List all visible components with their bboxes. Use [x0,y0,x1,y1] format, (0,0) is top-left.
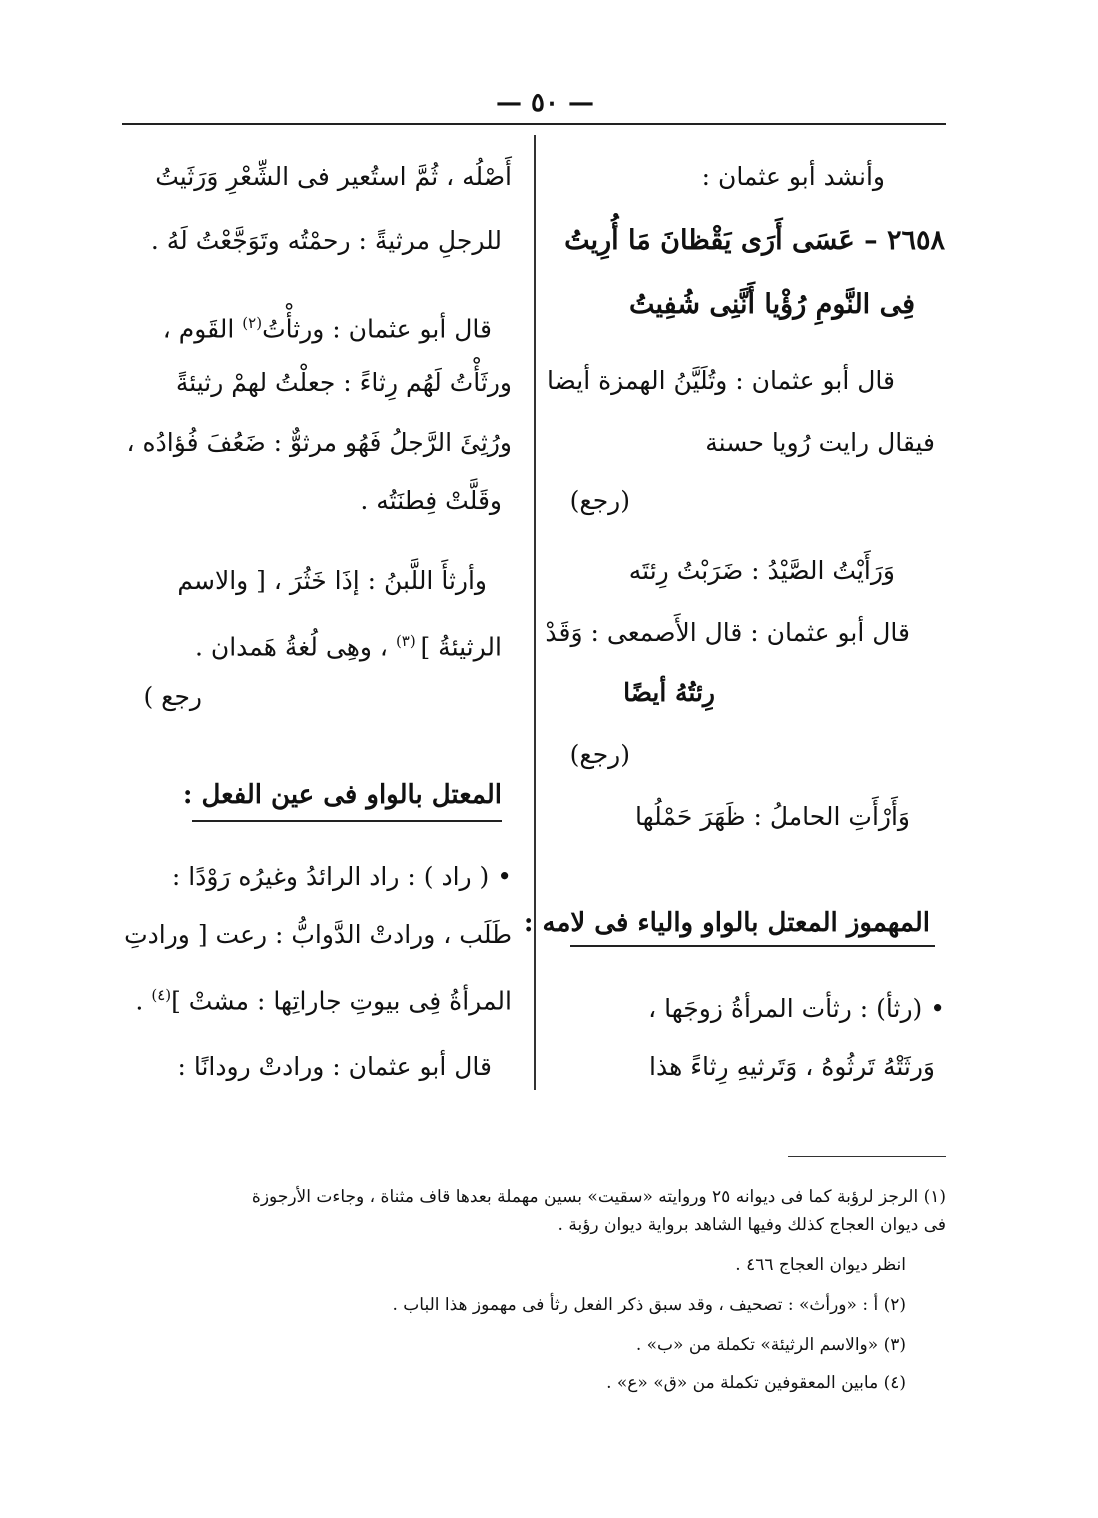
footnote-line: فى ديوان العجاج كذلك وفيها الشاهد برواية ديوان رؤبة . [557,1215,946,1235]
entry-line: طَلَب ، ورادتْ الدَّوابُّ : رعت [ ورادتِ [124,920,512,949]
text-line: قال أبو عثمان : وتُلَيَّنُ الهمزة أيضا [546,366,895,395]
footnote-ref: (٤) [151,986,172,1004]
rajaa-marker: (رجع) [569,740,630,769]
rajaa-marker: (رجع) [569,486,630,515]
column-divider [534,135,536,1090]
line-text: المرأةُ فِى بيوتِ جاراتِها : مشتْ ] [171,986,512,1016]
footnote-line: (١) الرجز لرؤبة كما فى ديوانه ٢٥ وروايته «سقيت» بسين مهملة بعدها قاف مثناة ، وجاءت الأرجوزة [251,1187,946,1207]
page-number: — ٥٠ — [495,88,595,118]
entry-line: وَرثَتْهُ تَرثُوهُ ، وَتَرثيهِ رِثاءً هذا [649,1052,935,1081]
footnote-rule [788,1156,946,1157]
entry-line: • ( راد ) : راد الرائدُ وغيرُه رَوْدًا : [171,862,512,891]
text-line: وقَلَّتْ فِطنَتُه . [360,486,502,515]
footnote-ref: (٢) [242,314,263,332]
text-line: رِئتُهُ أيضًا [623,678,715,707]
text-line: للرجلِ مرثيةً : رحمْتُه وتَوَجَّعْتُ لَهُ . [150,226,502,255]
text-line: وَأَرْأَتِ الحاملُ : ظَهَرَ حَمْلُها [635,802,910,831]
text-line: أَصْلُه ، ثُمَّ استُعير فى الشِّعْرِ وَرَثَيتُ [155,162,512,191]
verse-line: فِى النَّومِ رُؤْيا أَنَّنِى شُفِيتُ [629,289,915,320]
rajaa-marker: رجع ) [143,682,202,711]
text-line: ورثَأْتُ لَهُم رِثاءً : جعلْتُ لهمْ رثيئةً [175,368,512,397]
text-line: ورُثِئَ الرَّجلُ فَهُو مرثوٌّ : ضَعُفَ فُؤادُه ، [126,428,512,457]
entry-line [122,978,512,1018]
footnote-line: (٢) أ : «ورأث» : تصحيف ، وقد سبق ذكر الفعل رثأ فى مهموز هذا الباب . [392,1295,906,1315]
text-line: وَرَأَيْتُ الصَّيْدُ : ضَرَبْتُ رِئتَه [628,556,895,585]
footnote-line: (٣) «والاسم الرثيئة» تكملة من «ب» . [635,1335,906,1355]
text-line: وأنشد أبو عثمان : [701,162,885,191]
text-line: قال أبو عثمان : قال الأَصمعى : وَقَدْ [545,618,910,647]
section-heading: المهموز المعتل بالواو والياء فى لامه : [523,908,930,938]
text-line [122,624,512,664]
section-heading: المعتل بالواو فى عين الفعل : [182,780,502,810]
footnote-line: انظر ديوان العجاج ٤٦٦ . [735,1255,906,1275]
text-line: فيقال رايت رُويا حسنة [705,428,935,457]
line-text: القَوم ، [162,314,243,344]
text-line [122,306,512,346]
top-rule [122,123,946,125]
footnote-ref: (٣) [395,632,421,650]
line-text: قال أبو عثمان : ورثأْتُ [262,314,492,344]
entry-line: • (رثأ) : رثأت المرأةُ زوجَها ، [648,994,945,1023]
footnote-line: (٤) مابين المعقوفين تكملة من «ق» «ع» . [606,1373,906,1393]
heading-underline [570,945,935,947]
text-line: قال أبو عثمان : ورادتْ رودانًا : [177,1052,492,1081]
line-text: ، وهِى لُغةُ هَمدان . [194,632,396,662]
verse-line: ٢٦٥٨ – عَسَى أَرَى يَقْظانَ مَا أُرِيتُ [564,225,945,256]
line-text: . [135,986,152,1016]
text-line: وأرثأَ اللَّبنُ : إذَا خَثُرَ ، [ والاسم [177,566,487,595]
line-text: الرثيئةُ ] [420,632,502,662]
heading-underline [192,820,502,822]
